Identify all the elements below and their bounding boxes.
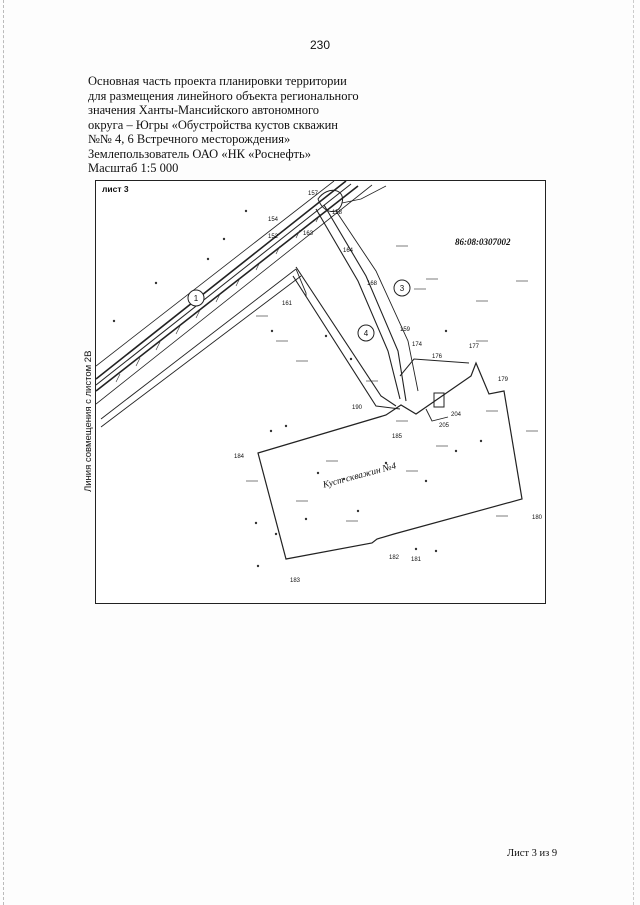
point-label: 180 xyxy=(532,515,543,521)
point-label: 177 xyxy=(469,344,480,350)
wellpad-boundary xyxy=(258,363,522,559)
point-label: 176 xyxy=(432,354,443,360)
cadastral-parcel-label: 86:08:0307002 xyxy=(455,237,511,247)
point-label: 161 xyxy=(282,301,293,307)
sheet-label: лист 3 xyxy=(102,184,129,194)
point-label: 168 xyxy=(367,281,378,287)
circled-marker-label: 3 xyxy=(399,284,405,293)
road-line xyxy=(96,181,346,379)
point-label: 163 xyxy=(303,231,314,237)
road-line xyxy=(342,186,386,203)
point-label: 204 xyxy=(451,412,462,418)
point-label: 152 xyxy=(268,234,279,240)
point-label: 157 xyxy=(308,191,319,197)
circled-marker-label: 1 xyxy=(193,294,199,303)
point-label: 164 xyxy=(343,248,354,254)
point-label: 184 xyxy=(234,454,245,460)
road-line xyxy=(96,184,351,385)
survey-ticks xyxy=(246,246,538,521)
scan-edge-left xyxy=(3,0,4,905)
circled-marker-label: 4 xyxy=(363,329,369,338)
pipeline-line xyxy=(316,209,400,399)
match-line-label: Линия совмещения с листом 2В xyxy=(83,350,94,492)
title-line: значения Ханты-Мансийского автономного xyxy=(88,103,320,117)
scan-edge-right xyxy=(633,0,634,905)
survey-dots xyxy=(113,210,482,567)
point-label: 154 xyxy=(268,217,279,223)
map-frame xyxy=(95,180,546,604)
boundary-line xyxy=(400,359,469,376)
title-line: Землепользователь ОАО «НК «Роснефть» xyxy=(88,146,311,161)
point-label: 183 xyxy=(290,578,301,584)
page-number: 230 xyxy=(309,38,331,52)
wellpad-label: Куст скважин №4 xyxy=(322,461,398,491)
sheet-counter: Лист 3 из 9 xyxy=(507,848,558,859)
point-label: 174 xyxy=(412,342,423,348)
scale-line: Масштаб 1:5 000 xyxy=(88,161,179,175)
title-line: округа – Югры «Обустройства кустов скважин xyxy=(88,117,338,132)
point-label: 158 xyxy=(332,210,343,216)
title-line: Основная часть проекта планировки территории xyxy=(88,74,347,88)
title-block xyxy=(88,74,388,176)
point-label: 205 xyxy=(439,423,450,429)
point-label: 181 xyxy=(411,557,422,563)
point-label: 179 xyxy=(498,377,509,383)
corridor-boundary xyxy=(296,267,396,406)
point-label: 182 xyxy=(389,555,400,561)
point-label: 185 xyxy=(392,434,403,440)
title-line: для размещения линейного объекта регионального xyxy=(88,88,359,103)
point-label: 159 xyxy=(400,327,411,333)
point-label: 190 xyxy=(352,405,363,411)
road-line xyxy=(96,185,372,404)
title-line: №№ 4, 6 Встречного месторождения» xyxy=(88,132,291,146)
facility-line xyxy=(426,409,448,421)
